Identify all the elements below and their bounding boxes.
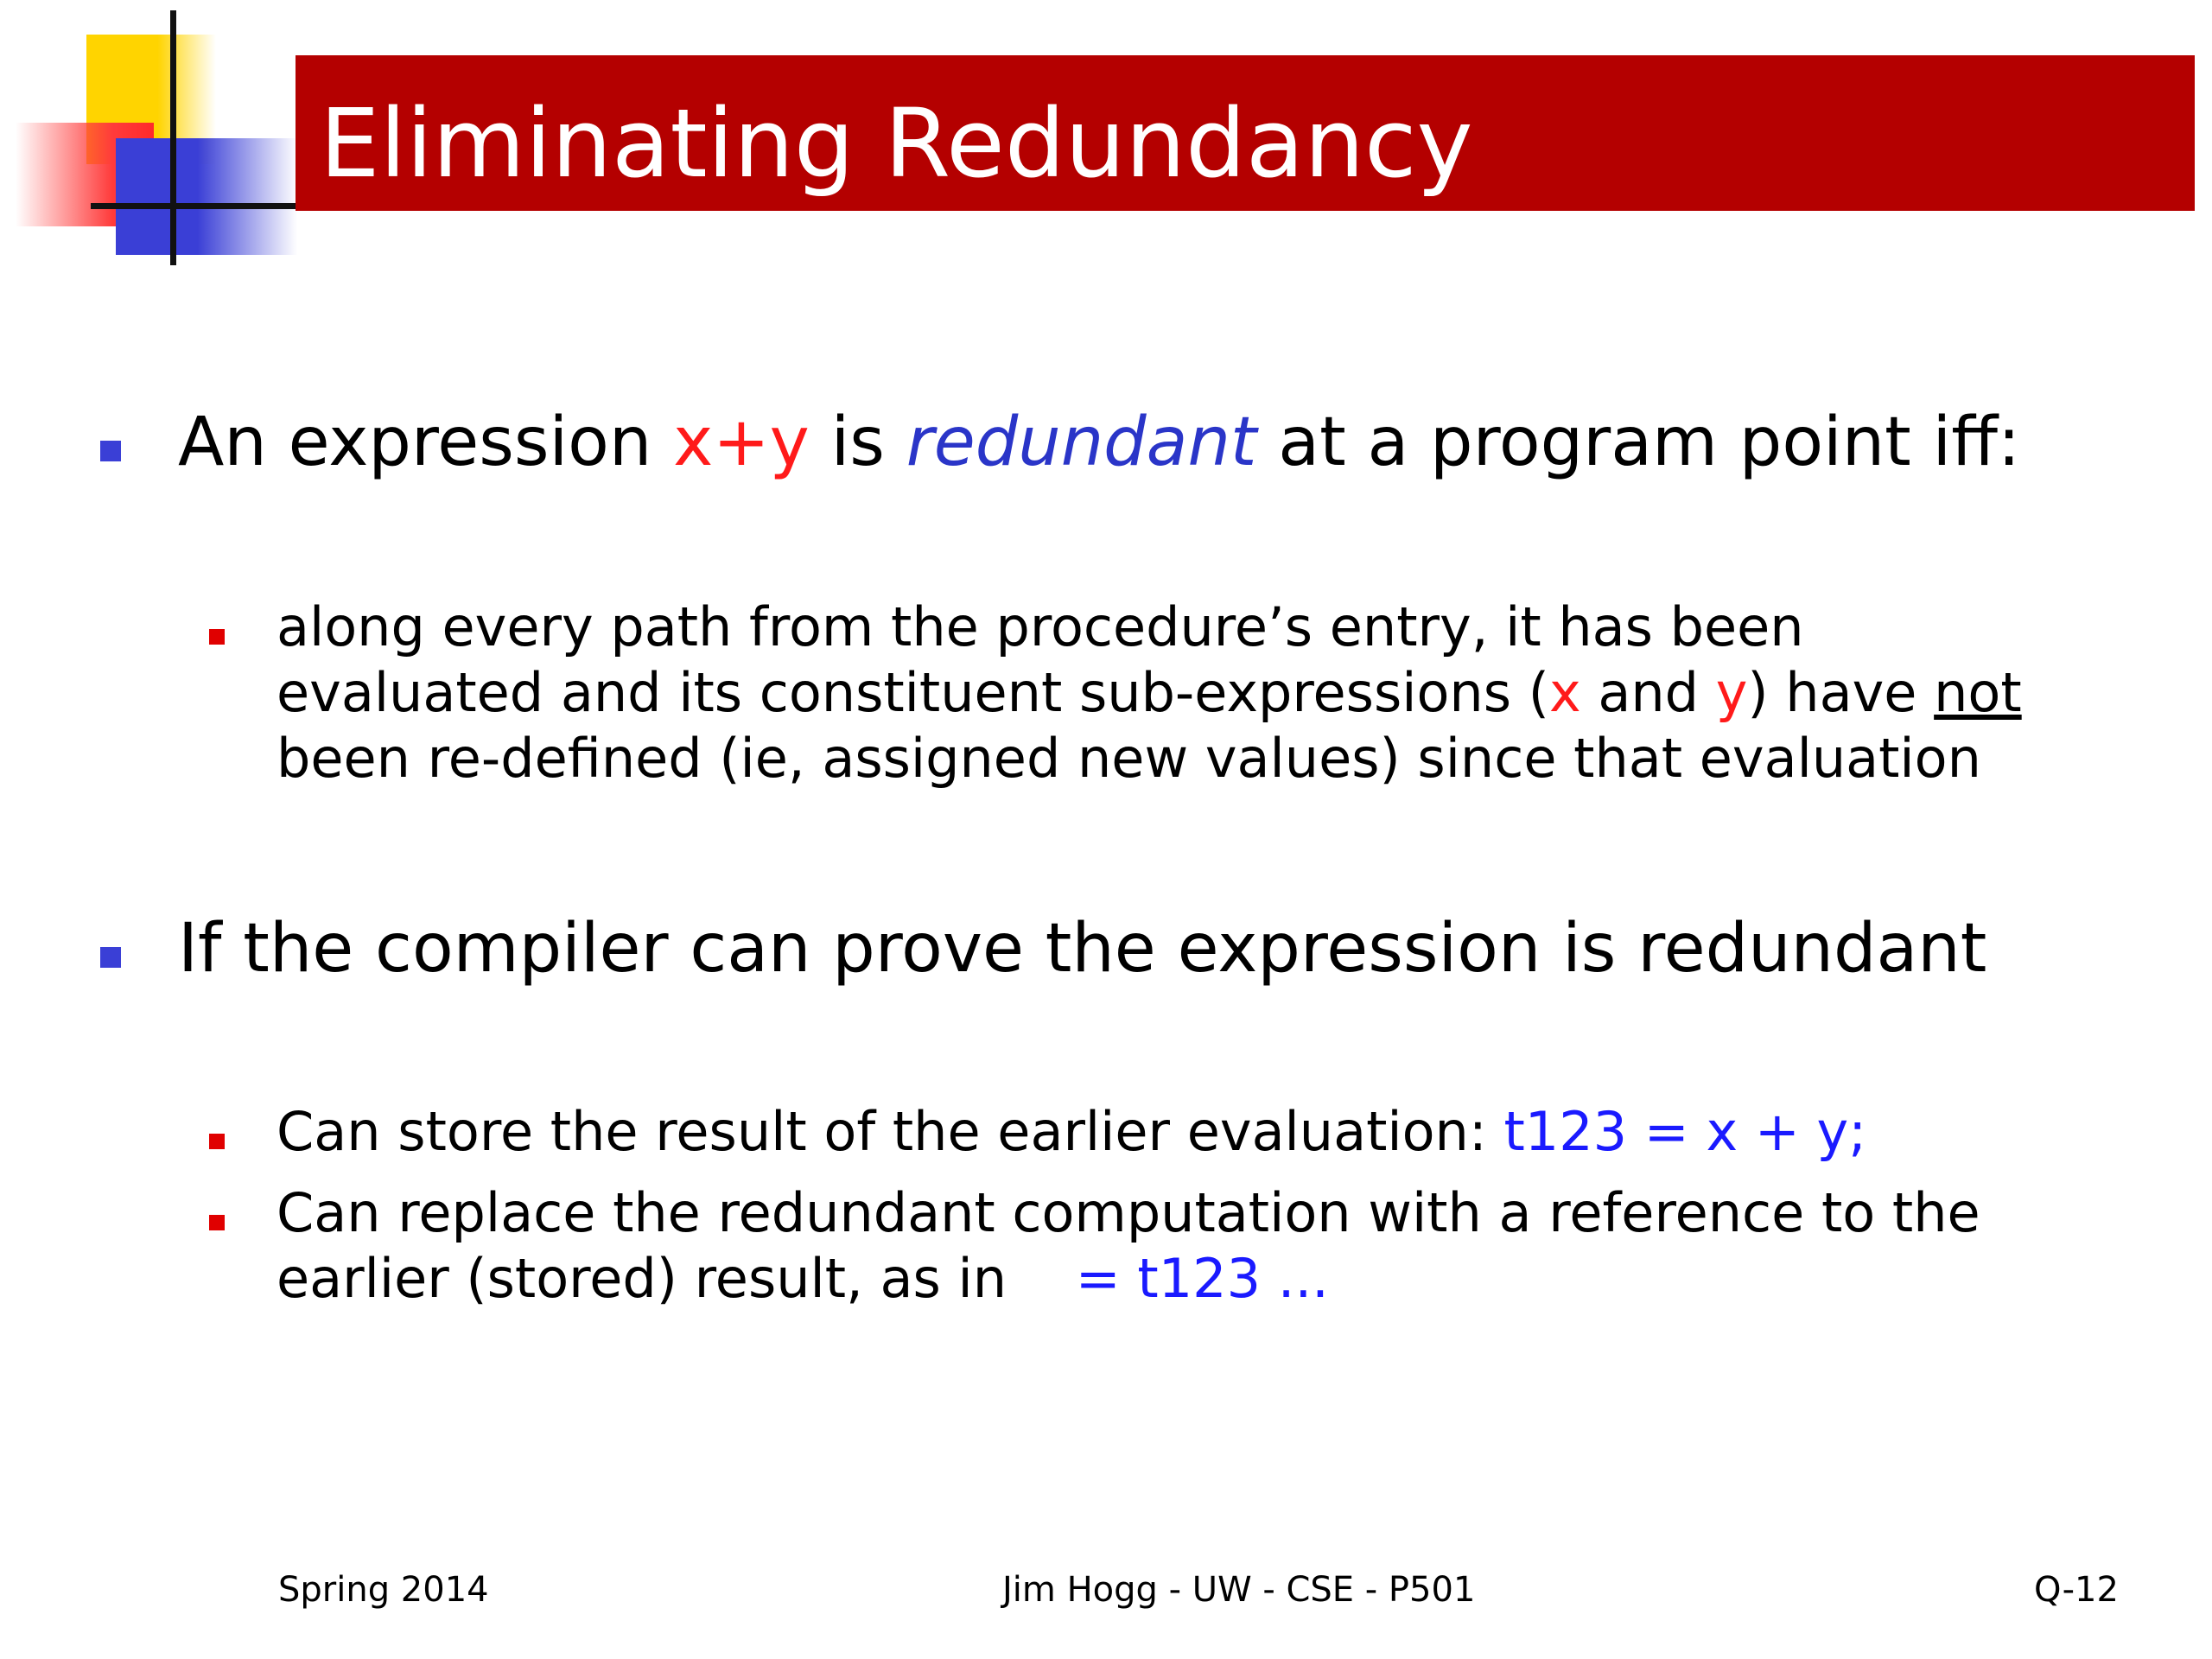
variable-y: y (1715, 661, 1748, 724)
text-segment: been re-defined (ie, assigned new values) since that evaluation (276, 727, 1981, 790)
text-segment: along every path from the procedure’s entry, it has been (276, 595, 1804, 658)
emphasis-redundant: redundant (906, 404, 1257, 481)
logo-vertical-line (170, 10, 176, 265)
bullet-1-text (178, 399, 2020, 486)
expression-xy: x+y (673, 404, 810, 481)
text-segment: is (809, 404, 906, 481)
text-segment: evaluated and its constituent sub-expressions ( (276, 661, 1549, 724)
logo-horizontal-line (91, 203, 307, 209)
footer-slide-number: Q-12 (2034, 1570, 2119, 1610)
sub-bullet-3-line-2 (276, 1246, 1329, 1312)
code-assignment: t123 = x + y; (1503, 1100, 1867, 1163)
text-segment: Can replace the redundant computation with a reference to the (276, 1181, 1980, 1244)
text-segment: and (1580, 661, 1716, 724)
bullet-square-icon (100, 441, 121, 461)
text-segment: Can store the result of the earlier evaluation: (276, 1100, 1504, 1163)
sub-bullet-square-icon (209, 1215, 225, 1230)
sub-bullet-1-line-2 (276, 660, 2022, 726)
slide-logo-decoration (0, 0, 311, 276)
text-segment: An expression (178, 404, 674, 481)
sub-bullet-square-icon (209, 1134, 225, 1149)
sub-bullet-1-line-1 (276, 594, 1804, 660)
variable-x: x (1548, 661, 1581, 724)
bullet-square-icon (100, 947, 121, 968)
slide-title: Eliminating Redundancy (320, 88, 1473, 199)
code-reference: = t123 ... (1075, 1247, 1329, 1310)
text-segment: If the compiler can prove the expression is redundant (178, 910, 1987, 988)
sub-bullet-3-line-1 (276, 1180, 1980, 1246)
sub-bullet-2-text (276, 1099, 1866, 1165)
text-segment: ) have (1747, 661, 1935, 724)
underlined-not: not (1934, 661, 2022, 724)
footer-date: Spring 2014 (278, 1570, 489, 1610)
sub-bullet-square-icon (209, 629, 225, 645)
logo-blue-square (116, 138, 297, 255)
text-segment: earlier (stored) result, as in (276, 1247, 1024, 1310)
footer-author: Jim Hogg - UW - CSE - P501 (1002, 1570, 1476, 1610)
bullet-2-text (178, 906, 1986, 992)
text-segment: at a program point iff: (1256, 404, 2021, 481)
sub-bullet-1-line-3 (276, 726, 1981, 791)
